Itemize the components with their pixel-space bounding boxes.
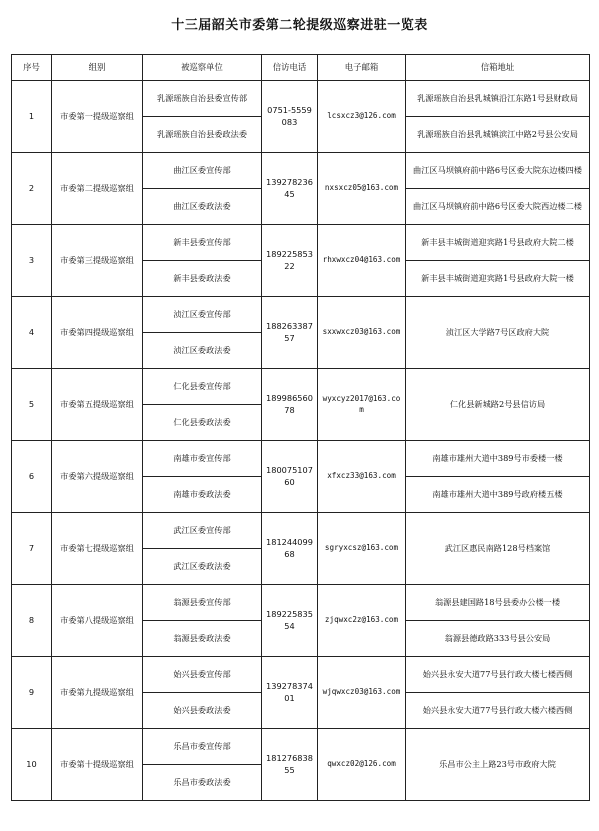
group-name: 市委第九提级巡察组 bbox=[52, 657, 143, 729]
mailbox-address: 南雄市雄州大道中389号市委楼一楼 bbox=[406, 441, 590, 477]
table-row bbox=[12, 153, 590, 189]
inspected-unit: 翁源县委宣传部 bbox=[143, 585, 262, 621]
mailbox-address: 仁化县新城路2号县信访局 bbox=[406, 369, 590, 441]
mailbox-address: 翁源县建国路18号县委办公楼一楼 bbox=[406, 585, 590, 621]
inspected-unit: 翁源县委政法委 bbox=[143, 621, 262, 657]
table-row bbox=[12, 441, 590, 477]
inspected-unit: 新丰县委政法委 bbox=[143, 261, 262, 297]
inspected-unit: 仁化县委宣传部 bbox=[143, 369, 262, 405]
phone-number: 0751-5559083 bbox=[262, 81, 318, 153]
mailbox-address: 曲江区马坝镇府前中路6号区委大院西边楼二楼 bbox=[406, 189, 590, 225]
email-address: nxsxcz05@163.com bbox=[318, 153, 406, 225]
group-name: 市委第八提级巡察组 bbox=[52, 585, 143, 657]
phone-number: 13927823645 bbox=[262, 153, 318, 225]
inspected-unit: 浈江区委宣传部 bbox=[143, 297, 262, 333]
row-number: 10 bbox=[12, 729, 52, 801]
mailbox-address: 乐昌市公主上路23号市政府大院 bbox=[406, 729, 590, 801]
table-row bbox=[12, 729, 590, 765]
inspected-unit: 武江区委政法委 bbox=[143, 549, 262, 585]
email-address: lcsxcz3@126.com bbox=[318, 81, 406, 153]
group-name: 市委第四提级巡察组 bbox=[52, 297, 143, 369]
phone-number: 18124409968 bbox=[262, 513, 318, 585]
phone-number: 18922585322 bbox=[262, 225, 318, 297]
phone-number: 18826338757 bbox=[262, 297, 318, 369]
group-name: 市委第七提级巡察组 bbox=[52, 513, 143, 585]
mailbox-address: 武江区惠民南路128号档案馆 bbox=[406, 513, 590, 585]
mailbox-address: 翁源县德政路333号县公安局 bbox=[406, 621, 590, 657]
mailbox-address: 乳源瑶族自治县乳城镇滨江中路2号县公安局 bbox=[406, 117, 590, 153]
mailbox-address: 乳源瑶族自治县乳城镇沿江东路1号县财政局 bbox=[406, 81, 590, 117]
mailbox-address: 始兴县永安大道77号县行政大楼六楼西侧 bbox=[406, 693, 590, 729]
email-address: rhxwxcz04@163.com bbox=[318, 225, 406, 297]
inspected-unit: 始兴县委政法委 bbox=[143, 693, 262, 729]
email-address: sgryxcsz@163.com bbox=[318, 513, 406, 585]
email-address: xfxcz33@163.com bbox=[318, 441, 406, 513]
table-row bbox=[12, 369, 590, 405]
mailbox-address: 浈江区大学路7号区政府大院 bbox=[406, 297, 590, 369]
mailbox-address: 新丰县丰城街道迎宾路1号县政府大院二楼 bbox=[406, 225, 590, 261]
phone-number: 18998656078 bbox=[262, 369, 318, 441]
email-address: sxxwxcz03@163.com bbox=[318, 297, 406, 369]
mailbox-address: 曲江区马坝镇府前中路6号区委大院东边楼四楼 bbox=[406, 153, 590, 189]
inspected-unit: 曲江区委宣传部 bbox=[143, 153, 262, 189]
row-number: 1 bbox=[12, 81, 52, 153]
inspected-unit: 乐昌市委宣传部 bbox=[143, 729, 262, 765]
header-unit: 被巡察单位 bbox=[143, 55, 262, 81]
inspected-unit: 浈江区委政法委 bbox=[143, 333, 262, 369]
row-number: 7 bbox=[12, 513, 52, 585]
row-number: 3 bbox=[12, 225, 52, 297]
table-row bbox=[12, 513, 590, 549]
inspected-unit: 始兴县委宣传部 bbox=[143, 657, 262, 693]
row-number: 8 bbox=[12, 585, 52, 657]
header-email: 电子邮箱 bbox=[318, 55, 406, 81]
group-name: 市委第十提级巡察组 bbox=[52, 729, 143, 801]
header-address: 信箱地址 bbox=[406, 55, 590, 81]
group-name: 市委第三提级巡察组 bbox=[52, 225, 143, 297]
inspected-unit: 南雄市委宣传部 bbox=[143, 441, 262, 477]
mailbox-address: 始兴县永安大道77号县行政大楼七楼西侧 bbox=[406, 657, 590, 693]
row-number: 5 bbox=[12, 369, 52, 441]
inspected-unit: 曲江区委政法委 bbox=[143, 189, 262, 225]
inspected-unit: 南雄市委政法委 bbox=[143, 477, 262, 513]
group-name: 市委第六提级巡察组 bbox=[52, 441, 143, 513]
group-name: 市委第五提级巡察组 bbox=[52, 369, 143, 441]
row-number: 6 bbox=[12, 441, 52, 513]
phone-number: 18922583554 bbox=[262, 585, 318, 657]
table-row bbox=[12, 585, 590, 621]
inspected-unit: 仁化县委政法委 bbox=[143, 405, 262, 441]
table-row bbox=[12, 225, 590, 261]
phone-number: 18127683855 bbox=[262, 729, 318, 801]
table-header-row bbox=[12, 55, 590, 81]
mailbox-address: 南雄市雄州大道中389号政府楼五楼 bbox=[406, 477, 590, 513]
header-phone: 信访电话 bbox=[262, 55, 318, 81]
page-title: 十三届韶关市委第二轮提级巡察进驻一览表 bbox=[171, 18, 428, 33]
email-address: zjqwxc2z@163.com bbox=[318, 585, 406, 657]
inspected-unit: 乐昌市委政法委 bbox=[143, 765, 262, 801]
inspected-unit: 武江区委宣传部 bbox=[143, 513, 262, 549]
inspected-unit: 新丰县委宣传部 bbox=[143, 225, 262, 261]
group-name: 市委第一提级巡察组 bbox=[52, 81, 143, 153]
header-no: 序号 bbox=[12, 55, 52, 81]
row-number: 4 bbox=[12, 297, 52, 369]
table-row bbox=[12, 297, 590, 333]
inspected-unit: 乳源瑶族自治县委政法委 bbox=[143, 117, 262, 153]
inspected-unit: 乳源瑶族自治县委宣传部 bbox=[143, 81, 262, 117]
header-group: 组别 bbox=[52, 55, 143, 81]
email-address: wjqwxcz03@163.com bbox=[318, 657, 406, 729]
phone-number: 18007510760 bbox=[262, 441, 318, 513]
row-number: 9 bbox=[12, 657, 52, 729]
table-row bbox=[12, 657, 590, 693]
row-number: 2 bbox=[12, 153, 52, 225]
mailbox-address: 新丰县丰城街道迎宾路1号县政府大院一楼 bbox=[406, 261, 590, 297]
group-name: 市委第二提级巡察组 bbox=[52, 153, 143, 225]
email-address: wyxcyz2017@163.com bbox=[318, 369, 406, 441]
inspection-table bbox=[11, 54, 590, 801]
table-row bbox=[12, 81, 590, 117]
email-address: qwxcz02@126.com bbox=[318, 729, 406, 801]
phone-number: 13927837401 bbox=[262, 657, 318, 729]
